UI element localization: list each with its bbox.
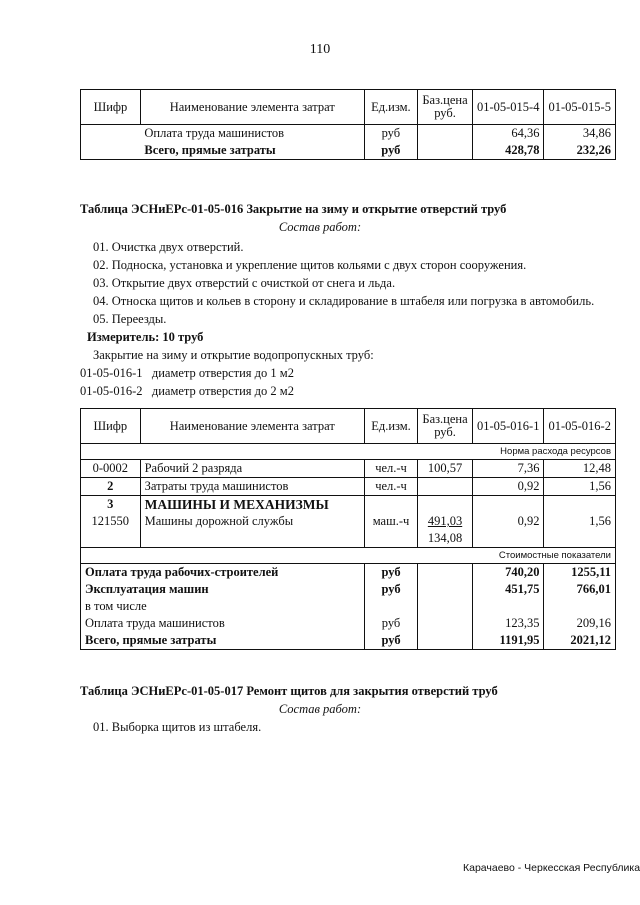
table-row-total: Всего, прямые затраты руб 428,78 232,26 (81, 142, 616, 160)
header-col1: 01-05-015-4 (472, 90, 544, 125)
table-row: Эксплуатация машин руб 451,75 766,01 (81, 581, 616, 598)
table-row-total: Всего, прямые затраты руб 1191,95 2021,12 (81, 632, 616, 650)
cost-label-row: Стоимостные показатели (81, 548, 616, 564)
page-number: 110 (309, 42, 331, 57)
code-line: 01-05-016-1 диаметр отверстия до 1 м2 (80, 366, 294, 380)
section-2-subtitle: Состав работ: (278, 220, 362, 234)
table-1 (80, 89, 616, 160)
header-name: Наименование элемента затрат (140, 409, 364, 444)
work-item: 05. Переезды. (93, 312, 167, 326)
header-code: Шифр (81, 409, 141, 444)
section-3-subtitle: Состав работ: (278, 702, 362, 716)
measure-unit: Измеритель: 10 труб (87, 330, 204, 344)
work-item: 01. Очистка двух отверстий. (93, 240, 244, 254)
norm-label-row: Норма расхода ресурсов (81, 444, 616, 460)
table-2-header (81, 409, 616, 444)
table-row: Оплата труда рабочих-строителей руб 740,20 1255,11 (81, 564, 616, 582)
table-1-header (81, 90, 616, 125)
table-row: 0-0002 Рабочий 2 разряда чел.-ч 100,57 7,36 12,48 (81, 460, 616, 478)
header-col1: 01-05-016-1 (472, 409, 544, 444)
work-item: 01. Выборка щитов из штабеля. (93, 720, 262, 734)
header-code: Шифр (81, 90, 141, 125)
header-unit: Ед.изм. (364, 409, 417, 444)
table-row: 2 Затраты труда машинистов чел.-ч 0,92 1,56 (81, 478, 616, 496)
section-2-title: Таблица ЭСНиЕРс-01-05-016 Закрытие на зиму и открытие отверстий труб (80, 202, 507, 216)
table-row: в том числе (81, 598, 616, 615)
header-col2: 01-05-016-2 (544, 409, 616, 444)
code-line: 01-05-016-2 диаметр отверстия до 2 м2 (80, 384, 294, 398)
table-2 (80, 408, 616, 650)
work-item: 04. Относка щитов и кольев в сторону и складирование в штабеля или погрузка в автомобиль. (93, 294, 595, 308)
section-3-title: Таблица ЭСНиЕРс-01-05-017 Ремонт щитов для закрытия отверстий труб (80, 684, 498, 698)
work-item: 03. Открытие двух отверстий с очисткой от снега и льда. (93, 276, 396, 290)
table-row: 134,08 (81, 530, 616, 548)
header-name: Наименование элемента затрат (140, 90, 364, 125)
header-price: Баз.цена руб. (418, 90, 473, 125)
table-row: Оплата труда машинистов руб 123,35 209,16 (81, 615, 616, 632)
table-row-section: 3 МАШИНЫ И МЕХАНИЗМЫ (81, 496, 616, 514)
table-row: 121550 Машины дорожной службы маш.-ч 491,03 0,92 1,56 (81, 513, 616, 530)
header-col2: 01-05-015-5 (544, 90, 616, 125)
description: Закрытие на зиму и открытие водопропускных труб: (93, 348, 374, 362)
table-row: Оплата труда машинистов руб 64,36 34,86 (81, 125, 616, 143)
header-price: Баз.цена руб. (418, 409, 473, 444)
footer-region: Карачаево - Черкесская Республика (463, 862, 640, 874)
header-unit: Ед.изм. (364, 90, 417, 125)
work-item: 02. Подноска, установка и укрепление щитов кольями с двух сторон сооружения. (93, 258, 527, 272)
